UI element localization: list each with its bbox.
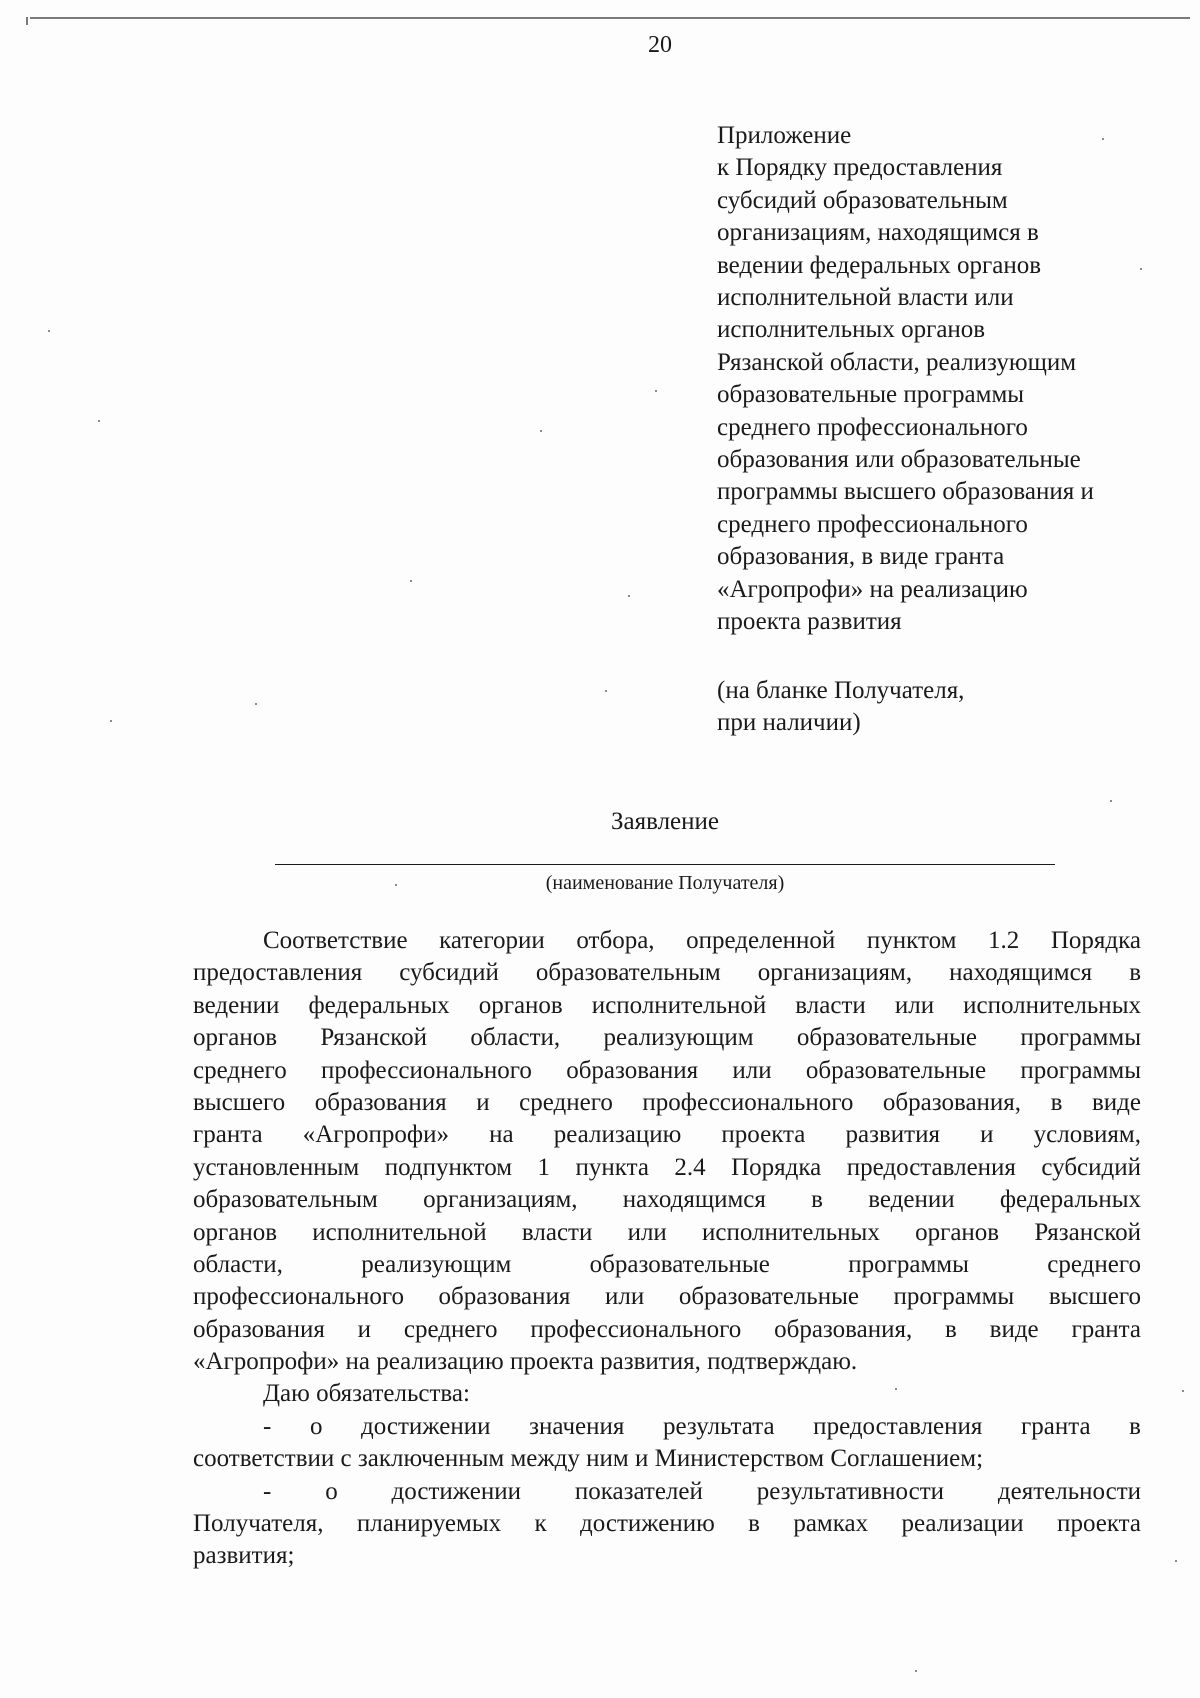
- appendix-header: [717, 120, 1157, 639]
- body-line: предоставления субсидий образовательным организациям, находящимся в: [193, 959, 1141, 987]
- appendix-line: исполнительных органов: [717, 316, 986, 344]
- scan-speck: [395, 884, 397, 886]
- scan-speck: [110, 720, 112, 722]
- scan-speck: [1102, 138, 1104, 140]
- appendix-line: субсидий образовательным: [717, 186, 1008, 214]
- body-line: - о достижении значения результата предоставления гранта в: [263, 1412, 1141, 1440]
- scan-speck: [1182, 1390, 1184, 1392]
- body-line: развития;: [193, 1542, 295, 1570]
- body-line: высшего образования и среднего профессионального образования, в виде: [193, 1088, 1141, 1116]
- body-line: Получателя, планируемых к достижению в рамках реализации проекта: [193, 1510, 1141, 1538]
- document-title: Заявление: [610, 808, 720, 835]
- body-line: - о достижении показателей результативности деятельности: [263, 1477, 1141, 1505]
- body-line: «Агропрофи» на реализацию проекта развития, подтверждаю.: [193, 1348, 858, 1376]
- scan-speck: [915, 1670, 917, 1672]
- body-line: профессионального образования или образовательные программы высшего: [193, 1283, 1141, 1311]
- body-line: установленным подпунктом 1 пункта 2.4 Порядка предоставления субсидий: [193, 1153, 1141, 1181]
- body-line: образования и среднего профессионального образования, в виде гранта: [193, 1315, 1141, 1343]
- scan-speck: [1175, 1560, 1177, 1562]
- appendix-line: среднего профессионального: [717, 510, 1028, 538]
- recipient-name-fill-line: [275, 864, 1055, 865]
- page-number: 20: [648, 32, 672, 58]
- body-line: среднего профессионального образования или образовательные программы: [193, 1056, 1141, 1084]
- appendix-line: образования, в виде гранта: [717, 543, 1005, 571]
- body-line: Даю обязательства:: [263, 1380, 470, 1408]
- appendix-line: «Агропрофи» на реализацию: [717, 575, 1028, 603]
- scan-speck: [1110, 800, 1112, 802]
- appendix-line: ведении федеральных органов: [717, 251, 1042, 279]
- scan-speck: [1140, 268, 1142, 270]
- scan-speck: [410, 580, 412, 582]
- body-line: соответствии с заключенным между ним и Министерством Соглашением;: [193, 1445, 984, 1473]
- appendix-line: организациям, находящимся в: [717, 219, 1039, 247]
- body-line: ведении федеральных органов исполнительной власти или исполнительных: [193, 991, 1141, 1019]
- body-line: органов исполнительной власти или исполнительных органов Рязанской: [193, 1218, 1141, 1246]
- body-line: органов Рязанской области, реализующим образовательные программы: [193, 1024, 1141, 1052]
- scan-speck: [255, 703, 257, 705]
- scan-speck: [605, 690, 607, 692]
- scan-border-line: [30, 17, 1190, 19]
- letterhead-note: [717, 675, 1157, 740]
- appendix-line: программы высшего образования и: [717, 478, 1094, 506]
- body-line: области, реализующим образовательные программы среднего: [193, 1250, 1141, 1278]
- scan-speck: [655, 390, 657, 392]
- appendix-line: среднего профессионального: [717, 413, 1028, 441]
- scan-speck: [628, 595, 630, 597]
- letterhead-note-line: (на бланке Получателя,: [717, 677, 965, 704]
- appendix-line: исполнительной власти или: [717, 284, 1014, 312]
- application-body: [193, 925, 1141, 1573]
- scan-speck: [48, 330, 50, 332]
- body-line: Соответствие категории отбора, определенной пунктом 1.2 Порядка: [263, 927, 1141, 954]
- appendix-line: проекта развития: [717, 608, 902, 636]
- appendix-line: к Порядку предоставления: [717, 154, 1003, 182]
- body-line: гранта «Агропрофи» на реализацию проекта развития и условиям,: [193, 1121, 1141, 1149]
- appendix-line: образовательные программы: [717, 381, 1025, 409]
- appendix-line: Рязанской области, реализующим: [717, 348, 1077, 376]
- appendix-line: образования или образовательные: [717, 446, 1081, 474]
- recipient-caption: (наименование Получателя): [545, 872, 785, 894]
- letterhead-note-line: при наличии): [717, 709, 861, 737]
- body-line: образовательным организациям, находящимся в ведении федеральных: [193, 1186, 1141, 1214]
- appendix-line: Приложение: [717, 122, 852, 149]
- scan-speck: [98, 420, 100, 422]
- scan-speck: [540, 430, 542, 432]
- scan-speck: [895, 1388, 897, 1390]
